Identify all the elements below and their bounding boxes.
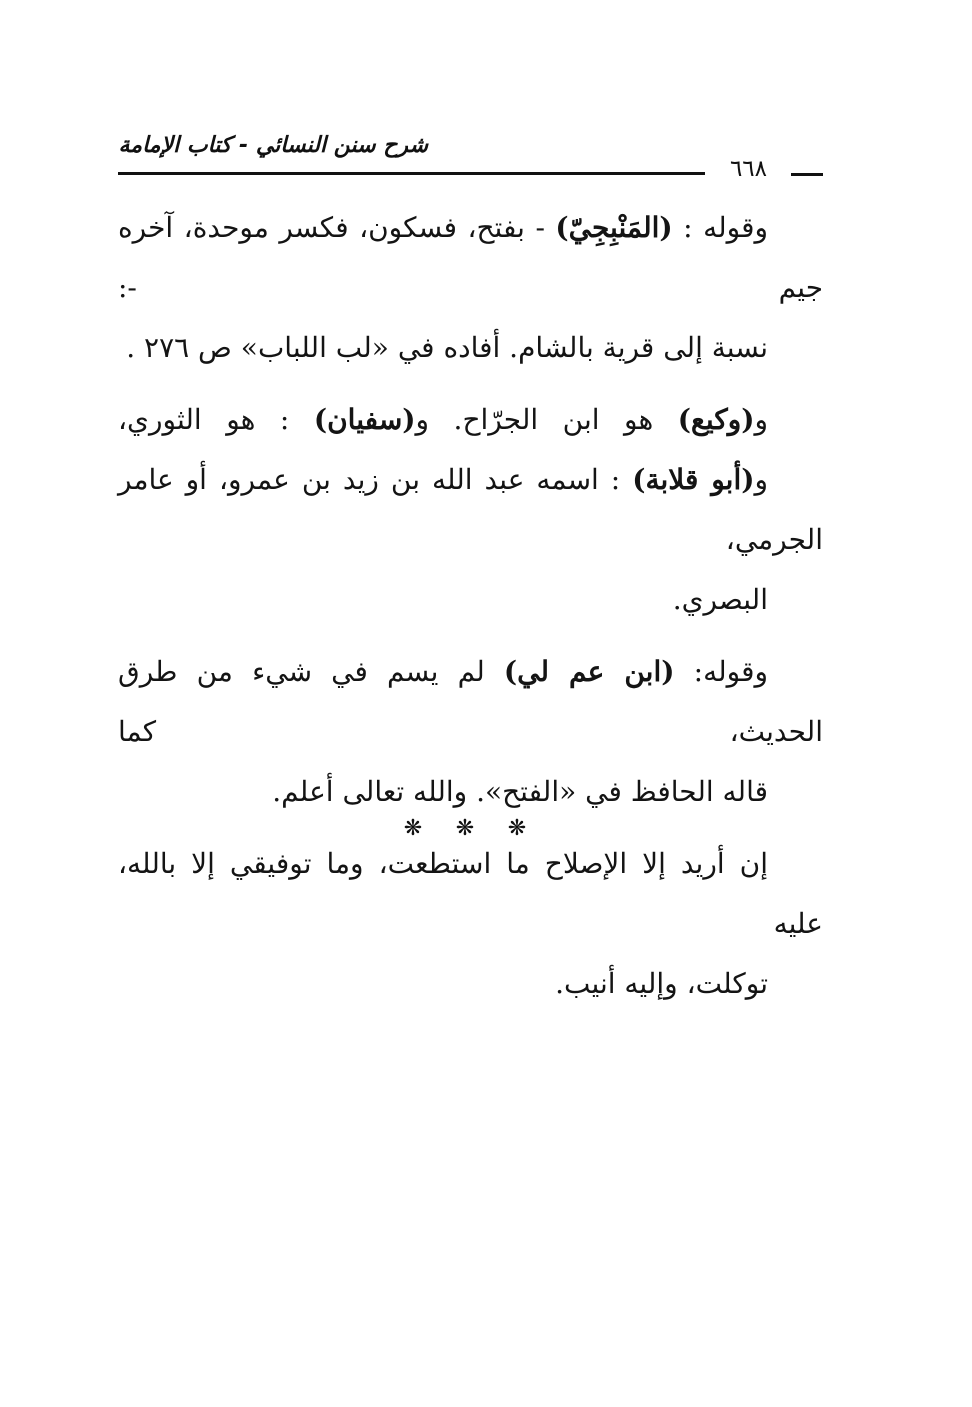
bold-term: (ابن عم لي) bbox=[503, 655, 675, 688]
page-header bbox=[118, 132, 823, 182]
paragraph-line: إن أريد إلا الإصلاح ما استطعت، وما توفيقي إلا بالله، عليه bbox=[118, 847, 823, 940]
separator-star-icon: ❋ bbox=[403, 815, 423, 841]
bold-term: (وكيع) bbox=[677, 403, 755, 436]
body-paragraph bbox=[118, 390, 823, 630]
paragraph-line: قاله الحافظ في «الفتح». والله تعالى أعلم. bbox=[272, 775, 768, 808]
paragraph-line: و(أبو قلابة) : اسمه عبد الله بن زيد بن عمرو، أو عامر الجرمي، bbox=[118, 463, 823, 556]
bold-term: (سفيان) bbox=[313, 403, 416, 436]
paragraph-line: وقوله : (المَنْبِجِيّ) - بفتح، فسكون، فكسر موحدة، آخره جيم -: bbox=[118, 211, 823, 304]
page-number-dash bbox=[791, 173, 823, 176]
body-paragraph bbox=[118, 642, 823, 822]
bold-term: (أبو قلابة) bbox=[632, 463, 755, 496]
running-title: شرح سنن النسائي - كتاب الإمامة bbox=[118, 133, 428, 158]
separator-star-icon: ❋ bbox=[507, 815, 527, 841]
paragraph-line: توكلت، وإليه أنيب. bbox=[555, 967, 768, 1000]
paragraph-line: و(وكيع) هو ابن الجرّاح. و(سفيان) : هو الثوري، bbox=[118, 403, 768, 436]
header-rule bbox=[118, 172, 705, 175]
section-separator bbox=[400, 808, 530, 848]
body-paragraph bbox=[118, 834, 823, 1014]
paragraph-line: وقوله: (ابن عم لي) لم يسم في شيء من طرق الحديث، كما bbox=[118, 655, 823, 748]
page-number: ٦٦٨ bbox=[729, 156, 767, 182]
paragraph-line: نسبة إلى قرية بالشام. أفاده في «لب اللباب» ص ٢٧٦ . bbox=[126, 331, 768, 364]
bold-term: (المَنْبِجِيّ) bbox=[555, 211, 673, 244]
paragraph-line: البصري. bbox=[672, 583, 768, 616]
page-content bbox=[118, 198, 823, 1026]
separator-star-icon: ❋ bbox=[455, 815, 475, 841]
body-paragraph bbox=[118, 198, 823, 378]
